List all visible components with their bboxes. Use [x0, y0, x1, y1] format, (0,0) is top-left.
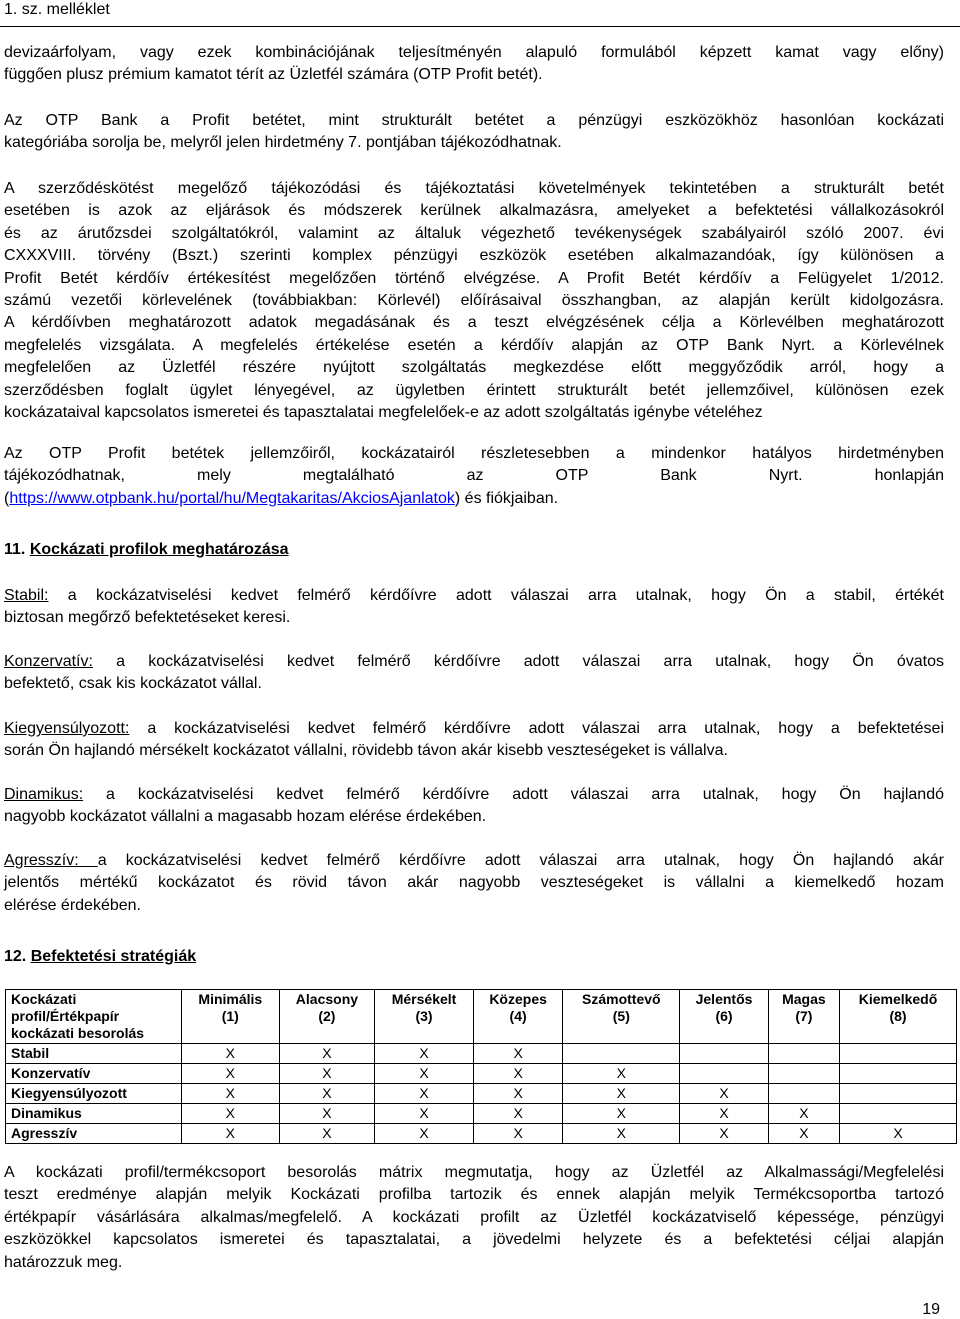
- matrix-cell: X: [473, 1084, 563, 1104]
- row-label: Kiegyensúlyozott: [6, 1084, 182, 1104]
- text-line: megfelelően az Üzletfél részére nyújtott szolgáltatás megkezdése előtt meggyőződik arról, hogy a: [4, 359, 944, 377]
- matrix-cell: X: [182, 1044, 280, 1064]
- header-line: Magas: [782, 991, 826, 1007]
- text-line: [4, 850, 944, 872]
- matrix-cell: X: [279, 1124, 375, 1144]
- matrix-cell: X: [563, 1104, 680, 1124]
- matrix-cell: X: [473, 1044, 563, 1064]
- text-line: számú vezetői körlevelének (továbbiakban: Körlevél) előírásaival összhangban, az alapján került kidolgozásra.: [4, 292, 944, 310]
- column-header-medium: [473, 990, 563, 1044]
- matrix-cell: X: [375, 1064, 474, 1084]
- text-line: során Ön hajlandó mérsékelt kockázatot vállalni, rövidebb távon akár kisebb veszteségeket is vállalva.: [4, 742, 728, 760]
- text-line: értékpapír vásárlására alkalmas/megfelelő. A kockázati profilt az Üzletfél kockázatviselő képessége, pénzügyi: [4, 1208, 944, 1226]
- profile-text: a kockázatviselési kedvet felmérő kérdőívre adott válaszai arra utalnak, hogy a befektetései: [129, 720, 944, 737]
- text-line: A kockázati profil/termékcsoport besorolás mátrix megmutatja, hogy az Üzletfél az Alkalmassági/Megfelelési: [4, 1164, 944, 1181]
- header-divider: [0, 26, 960, 27]
- matrix-cell: X: [182, 1064, 280, 1084]
- matrix-cell: X: [279, 1104, 375, 1124]
- table-header-row: [6, 990, 957, 1044]
- column-header-moderate: [375, 990, 474, 1044]
- header-line: Kiemelkedő: [858, 991, 938, 1007]
- header-line: Mérsékelt: [391, 991, 457, 1007]
- text-line: A kérdőívben meghatározott adatok megadásának és a teszt elvégzésének célja a Körlevélben meghatározott: [4, 314, 944, 332]
- text-line: határozzuk meg.: [4, 1253, 123, 1271]
- text-line: teszt eredménye alapján melyik Kockázati profilba tartozik és ennek alapján melyik Termékcsoportba tartozó: [4, 1186, 944, 1204]
- matrix-cell: X: [473, 1124, 563, 1144]
- text-line: esetében is azok az eljárások és módszerek kerülnek alkalmazásra, amelyeket a befektetési vállalkozásokról: [4, 202, 944, 220]
- matrix-cell: X: [375, 1044, 474, 1064]
- matrix-cell: X: [680, 1124, 769, 1144]
- header-line: Számottevő: [582, 991, 661, 1007]
- matrix-cell: X: [768, 1104, 839, 1124]
- profile-konzervativ: [4, 651, 944, 696]
- profile-text: a kockázatviselési kedvet felmérő kérdőívre adott válaszai arra utalnak, hogy Ön óvatos: [92, 653, 944, 670]
- paragraph-matrix-explanation: [4, 1162, 944, 1274]
- matrix-cell: X: [563, 1124, 680, 1144]
- paragraph-risk-category: [4, 110, 944, 155]
- table-row: [6, 1104, 957, 1124]
- header-line: (4): [509, 1008, 527, 1024]
- header-line: kockázati besorolás: [11, 1025, 145, 1041]
- header-line: Minimális: [198, 991, 263, 1007]
- paragraph-profit-deposit-intro: [4, 42, 944, 87]
- text-line: [4, 585, 944, 607]
- header-line: (8): [889, 1008, 907, 1024]
- row-label: Dinamikus: [6, 1104, 182, 1124]
- profile-text: a kockázatviselési kedvet felmérő kérdőívre adott válaszai arra utalnak, hogy Ön a stabil, értékét: [48, 587, 944, 604]
- text-line: Az OTP Bank a Profit betétet, mint strukturált betétet a pénzügyi eszközökhöz hasonlóan kockázati: [4, 112, 944, 129]
- table-row: [6, 1044, 957, 1064]
- text-line: biztosan megőrző befektetéseket keresi.: [4, 609, 291, 627]
- matrix-cell: [840, 1104, 957, 1124]
- matrix-cell: X: [375, 1124, 474, 1144]
- column-header-low: [279, 990, 375, 1044]
- header-line: (6): [715, 1008, 733, 1024]
- matrix-cell: X: [768, 1124, 839, 1144]
- header-line: Közepes: [489, 991, 547, 1007]
- profile-term: Kiegyensúlyozott:: [4, 720, 130, 737]
- matrix-cell: [768, 1084, 839, 1104]
- text-line: A szerződéskötést megelőző tájékozódási és tájékoztatási követelmények tekintetében a strukturált betét: [4, 180, 944, 197]
- text-line: nagyobb kockázatot vállalni a magasabb hozam elérése érdekében.: [4, 808, 487, 826]
- section-11-heading: [4, 541, 289, 559]
- annex-header: 1. sz. melléklet: [4, 1, 110, 18]
- text-line: kockázataival kapcsolatos ismeretei és tapasztalatai megfelelőek-e az adott szolgáltatás igénybe vételéhez: [4, 404, 763, 422]
- header-line: (3): [415, 1008, 433, 1024]
- matrix-cell: [840, 1044, 957, 1064]
- header-line: (1): [221, 1008, 239, 1024]
- section-title: Befektetési stratégiák: [30, 948, 197, 965]
- header-line: Jelentős: [695, 991, 753, 1007]
- text-line: Az OTP Profit betétek jellemzőiről, kockázatairól részletesebben a mindenkor hatályos hirdetményben: [4, 445, 944, 462]
- text-line: [4, 718, 944, 740]
- matrix-cell: X: [279, 1064, 375, 1084]
- text-line: és az árutőzsdei szolgáltatókról, valamint az általuk végezhető tevékenységek szabályairól szóló 2007. évi: [4, 224, 944, 242]
- matrix-cell: X: [182, 1084, 280, 1104]
- text-line: tájékozódhatnak, mely megtalálható az OTP Bank Nyrt. honlapján: [4, 467, 944, 485]
- profile-stabil: [4, 585, 944, 630]
- matrix-cell: X: [473, 1064, 563, 1084]
- corner-header: [6, 990, 182, 1044]
- matrix-cell: X: [563, 1084, 680, 1104]
- text-line: kategóriába sorolja be, melyről jelen hirdetmény 7. pontjában tájékozódhatnak.: [4, 134, 562, 152]
- text-line: Profit Betét kérdőív értékesítést megelőzően történő elvégzése. A Profit Betét kérdőív a Felügyelet 1/2012.: [4, 269, 944, 287]
- header-line: (2): [318, 1008, 336, 1024]
- paragraph-pre-contract-requirements: [4, 178, 944, 424]
- otpbank-offers-link[interactable]: https://www.otpbank.hu/portal/hu/Megtakaritas/AkciosAjanlatok: [9, 489, 455, 507]
- matrix-cell: X: [279, 1084, 375, 1104]
- matrix-cell: X: [375, 1104, 474, 1124]
- column-header-significant: [680, 990, 769, 1044]
- table-row: [6, 1084, 957, 1104]
- matrix-cell: [680, 1044, 769, 1064]
- profile-term: Stabil:: [4, 587, 49, 604]
- text-line: befektető, csak kis kockázatot vállal.: [4, 675, 262, 693]
- profile-term: Konzervatív:: [4, 653, 93, 670]
- matrix-cell: X: [473, 1104, 563, 1124]
- profile-dinamikus: [4, 784, 944, 829]
- column-header-outstanding: [840, 990, 957, 1044]
- matrix-cell: [768, 1064, 839, 1084]
- matrix-cell: [840, 1064, 957, 1084]
- profile-term: Agresszív:: [4, 852, 98, 869]
- text-line: devizaárfolyam, vagy ezek kombinációjának teljesítményén alapuló formulából képzett kamat vagy előny): [4, 44, 944, 61]
- profile-term: Dinamikus:: [4, 786, 84, 803]
- matrix-cell: [563, 1044, 680, 1064]
- matrix-cell: X: [680, 1084, 769, 1104]
- header-line: Kockázati: [11, 991, 77, 1007]
- matrix-cell: X: [563, 1064, 680, 1084]
- matrix-cell: X: [840, 1124, 957, 1144]
- matrix-cell: X: [279, 1044, 375, 1064]
- matrix-cell: [768, 1044, 839, 1064]
- profile-text: a kockázatviselési kedvet felmérő kérdőívre adott válaszai arra utalnak, hogy Ön hajlandó: [83, 786, 944, 803]
- text-line: megfelelés vizsgálata. A megfelelés értékelése esetén a kérdőív alapján az OTP Bank Nyrt. a Körlevélnek: [4, 336, 944, 354]
- column-header-minimal: [182, 990, 280, 1044]
- header-line: profil/Értékpapír: [11, 1008, 120, 1024]
- text-line: függően plusz prémium kamatot térít az Üzletfél számára (OTP Profit betét).: [4, 66, 543, 84]
- link-trailing-text: ) és fiókjaiban.: [454, 489, 559, 507]
- column-header-high: [768, 990, 839, 1044]
- section-number: 11.: [4, 541, 26, 558]
- profile-text: a kockázatviselési kedvet felmérő kérdőívre adott válaszai arra utalnak, hogy Ön hajlandó akár: [97, 852, 945, 869]
- matrix-cell: [680, 1064, 769, 1084]
- column-header-notable: [563, 990, 680, 1044]
- table-row: [6, 1124, 957, 1144]
- matrix-cell: X: [680, 1104, 769, 1124]
- row-label: Agresszív: [6, 1124, 182, 1144]
- profile-kiegyensulyozott: [4, 718, 944, 763]
- matrix-cell: X: [182, 1124, 280, 1144]
- text-line: [4, 651, 944, 673]
- section-number: 12.: [4, 948, 27, 965]
- text-line: CXXXVIII. törvény (Bszt.) szerinti komplex pénzügyi eszközök esetében alkalmazandóak, így különösen a: [4, 247, 944, 265]
- paren-open: (: [4, 489, 10, 507]
- page-number: 19: [922, 1301, 940, 1318]
- profile-agressziv: [4, 850, 944, 917]
- matrix-cell: X: [182, 1104, 280, 1124]
- header-line: (7): [795, 1008, 813, 1024]
- text-line: szerződésben foglalt ügylet lényegével, az ügyletben érintett strukturált betét jellemzőivel, különösen ezek: [4, 381, 944, 399]
- text-line: elérése érdekében.: [4, 896, 141, 914]
- header-line: Alacsony: [295, 991, 359, 1007]
- matrix-cell: X: [375, 1084, 474, 1104]
- section-12-heading: [4, 948, 196, 966]
- row-label: Konzervatív: [6, 1064, 182, 1084]
- table-row: [6, 1064, 957, 1084]
- text-line: eszközökkel kapcsolatos ismeretei és tapasztalatai, a jövedelmi helyzete és a befektetési céljai alapján: [4, 1231, 944, 1249]
- text-line: [4, 488, 944, 510]
- text-line: [4, 784, 944, 806]
- matrix-cell: [840, 1084, 957, 1104]
- row-label: Stabil: [6, 1044, 182, 1064]
- risk-profile-matrix: [5, 989, 957, 1144]
- section-title: Kockázati profilok meghatározása: [29, 541, 289, 558]
- header-line: (5): [612, 1008, 630, 1024]
- text-line: jelentős mértékű kockázatot és rövid távon akár nagyobb veszteségeket is vállalni a kiemelkedő hozam: [4, 874, 944, 892]
- paragraph-more-info: [4, 443, 944, 510]
